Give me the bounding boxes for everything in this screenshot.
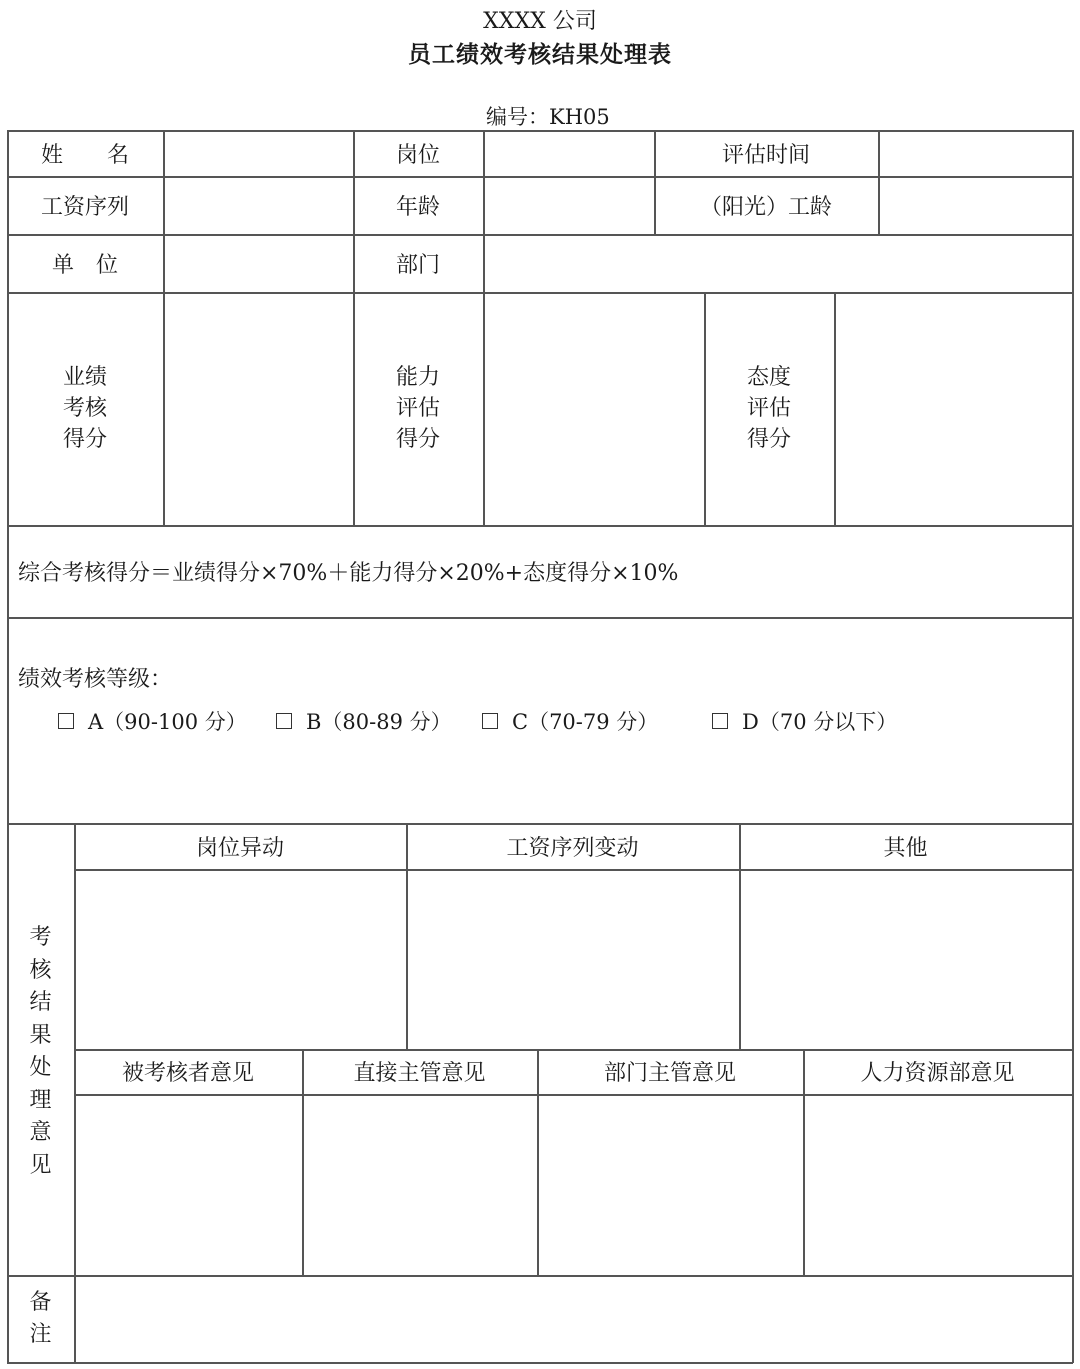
ability-score-field[interactable]	[483, 292, 704, 525]
label-line: 能力	[395, 365, 440, 390]
page-title: 员工绩效考核结果处理表	[408, 41, 672, 68]
age-field[interactable]	[483, 176, 654, 234]
seniority-label: （阳光）工龄	[699, 194, 832, 220]
label-line: 考核	[62, 396, 107, 421]
rule	[1072, 130, 1074, 1363]
result-section-label	[7, 922, 74, 1182]
company-name: XXXX 公司	[483, 9, 597, 34]
eval-time-field[interactable]	[878, 130, 1072, 176]
dept-label: 部门	[395, 252, 440, 278]
direct-supervisor-opinion-field[interactable]	[302, 1094, 537, 1275]
grade-label: D（70 分以下）	[742, 710, 898, 734]
label-line: 得分	[62, 427, 107, 452]
age-label: 年龄	[395, 194, 440, 220]
other-field[interactable]	[739, 869, 1072, 1049]
dept-manager-opinion-field[interactable]	[537, 1094, 803, 1275]
position-change-header: 岗位异动	[195, 835, 284, 861]
performance-score-label	[7, 360, 163, 453]
grade-label: A（90-100 分）	[88, 710, 247, 734]
label-char: 见	[29, 1152, 52, 1178]
label-line: 得分	[395, 427, 440, 452]
unit-label: 单 位	[51, 252, 118, 278]
label-char: 结	[29, 990, 52, 1015]
eval-time-label: 评估时间	[721, 142, 810, 168]
name-label: 姓 名	[40, 142, 129, 168]
dept-field[interactable]	[483, 234, 1072, 292]
grade-option-c[interactable]	[482, 706, 658, 736]
salary-seq-field[interactable]	[163, 176, 353, 234]
attitude-score-label	[704, 360, 834, 453]
name-field[interactable]	[163, 130, 353, 176]
doc-number-value: KH05	[549, 105, 610, 129]
remarks-field[interactable]	[74, 1275, 1072, 1362]
label-char: 理	[29, 1087, 52, 1113]
label-line: 业绩	[62, 365, 107, 390]
label-line: 评估	[395, 396, 440, 421]
remarks-label	[7, 1287, 74, 1351]
grade-option-b[interactable]	[276, 706, 452, 736]
label-char: 意	[29, 1120, 52, 1145]
employee-opinion-header: 被考核者意见	[121, 1061, 254, 1086]
ability-score-label	[353, 360, 483, 453]
hr-opinion-field[interactable]	[803, 1094, 1072, 1275]
label-char: 备	[29, 1290, 52, 1315]
position-field[interactable]	[483, 130, 654, 176]
grade-option-d[interactable]	[712, 706, 897, 736]
label-line: 态度	[746, 365, 791, 390]
attitude-score-field[interactable]	[834, 292, 1072, 525]
seniority-field[interactable]	[878, 176, 1072, 234]
label-char: 注	[29, 1322, 52, 1347]
unit-field[interactable]	[163, 234, 353, 292]
salary-seq-change-field[interactable]	[406, 869, 739, 1049]
checkbox[interactable]	[712, 713, 728, 729]
grade-label: C（70-79 分）	[512, 710, 659, 734]
checkbox[interactable]	[276, 713, 292, 729]
rule	[7, 617, 1073, 619]
label-line: 得分	[746, 427, 791, 452]
grade-label: B（80-89 分）	[306, 710, 452, 734]
performance-score-field[interactable]	[163, 292, 353, 525]
other-header: 其他	[883, 835, 928, 861]
label-char: 核	[29, 957, 52, 983]
score-formula: 综合考核得分＝业绩得分×70%＋能力得分×20%+态度得分×10%	[18, 561, 679, 586]
label-line: 评估	[746, 396, 791, 421]
direct-supervisor-opinion-header: 直接主管意见	[353, 1061, 486, 1086]
employee-opinion-field[interactable]	[74, 1094, 302, 1275]
salary-seq-change-header: 工资序列变动	[506, 835, 639, 861]
checkbox[interactable]	[58, 713, 74, 729]
grade-title: 绩效考核等级：	[18, 667, 173, 692]
label-char: 果	[29, 1022, 52, 1048]
rule	[7, 525, 1073, 527]
hr-opinion-header: 人力资源部意见	[860, 1061, 1015, 1086]
grade-option-a[interactable]	[58, 706, 247, 736]
position-label: 岗位	[395, 142, 440, 168]
label-char: 处	[29, 1055, 52, 1080]
salary-seq-label: 工资序列	[40, 194, 129, 220]
dept-manager-opinion-header: 部门主管意见	[603, 1061, 736, 1086]
rule	[7, 1362, 1073, 1364]
checkbox[interactable]	[482, 713, 498, 729]
position-change-field[interactable]	[74, 869, 406, 1049]
label-char: 考	[29, 925, 52, 950]
doc-number-label: 编号：	[486, 105, 549, 129]
